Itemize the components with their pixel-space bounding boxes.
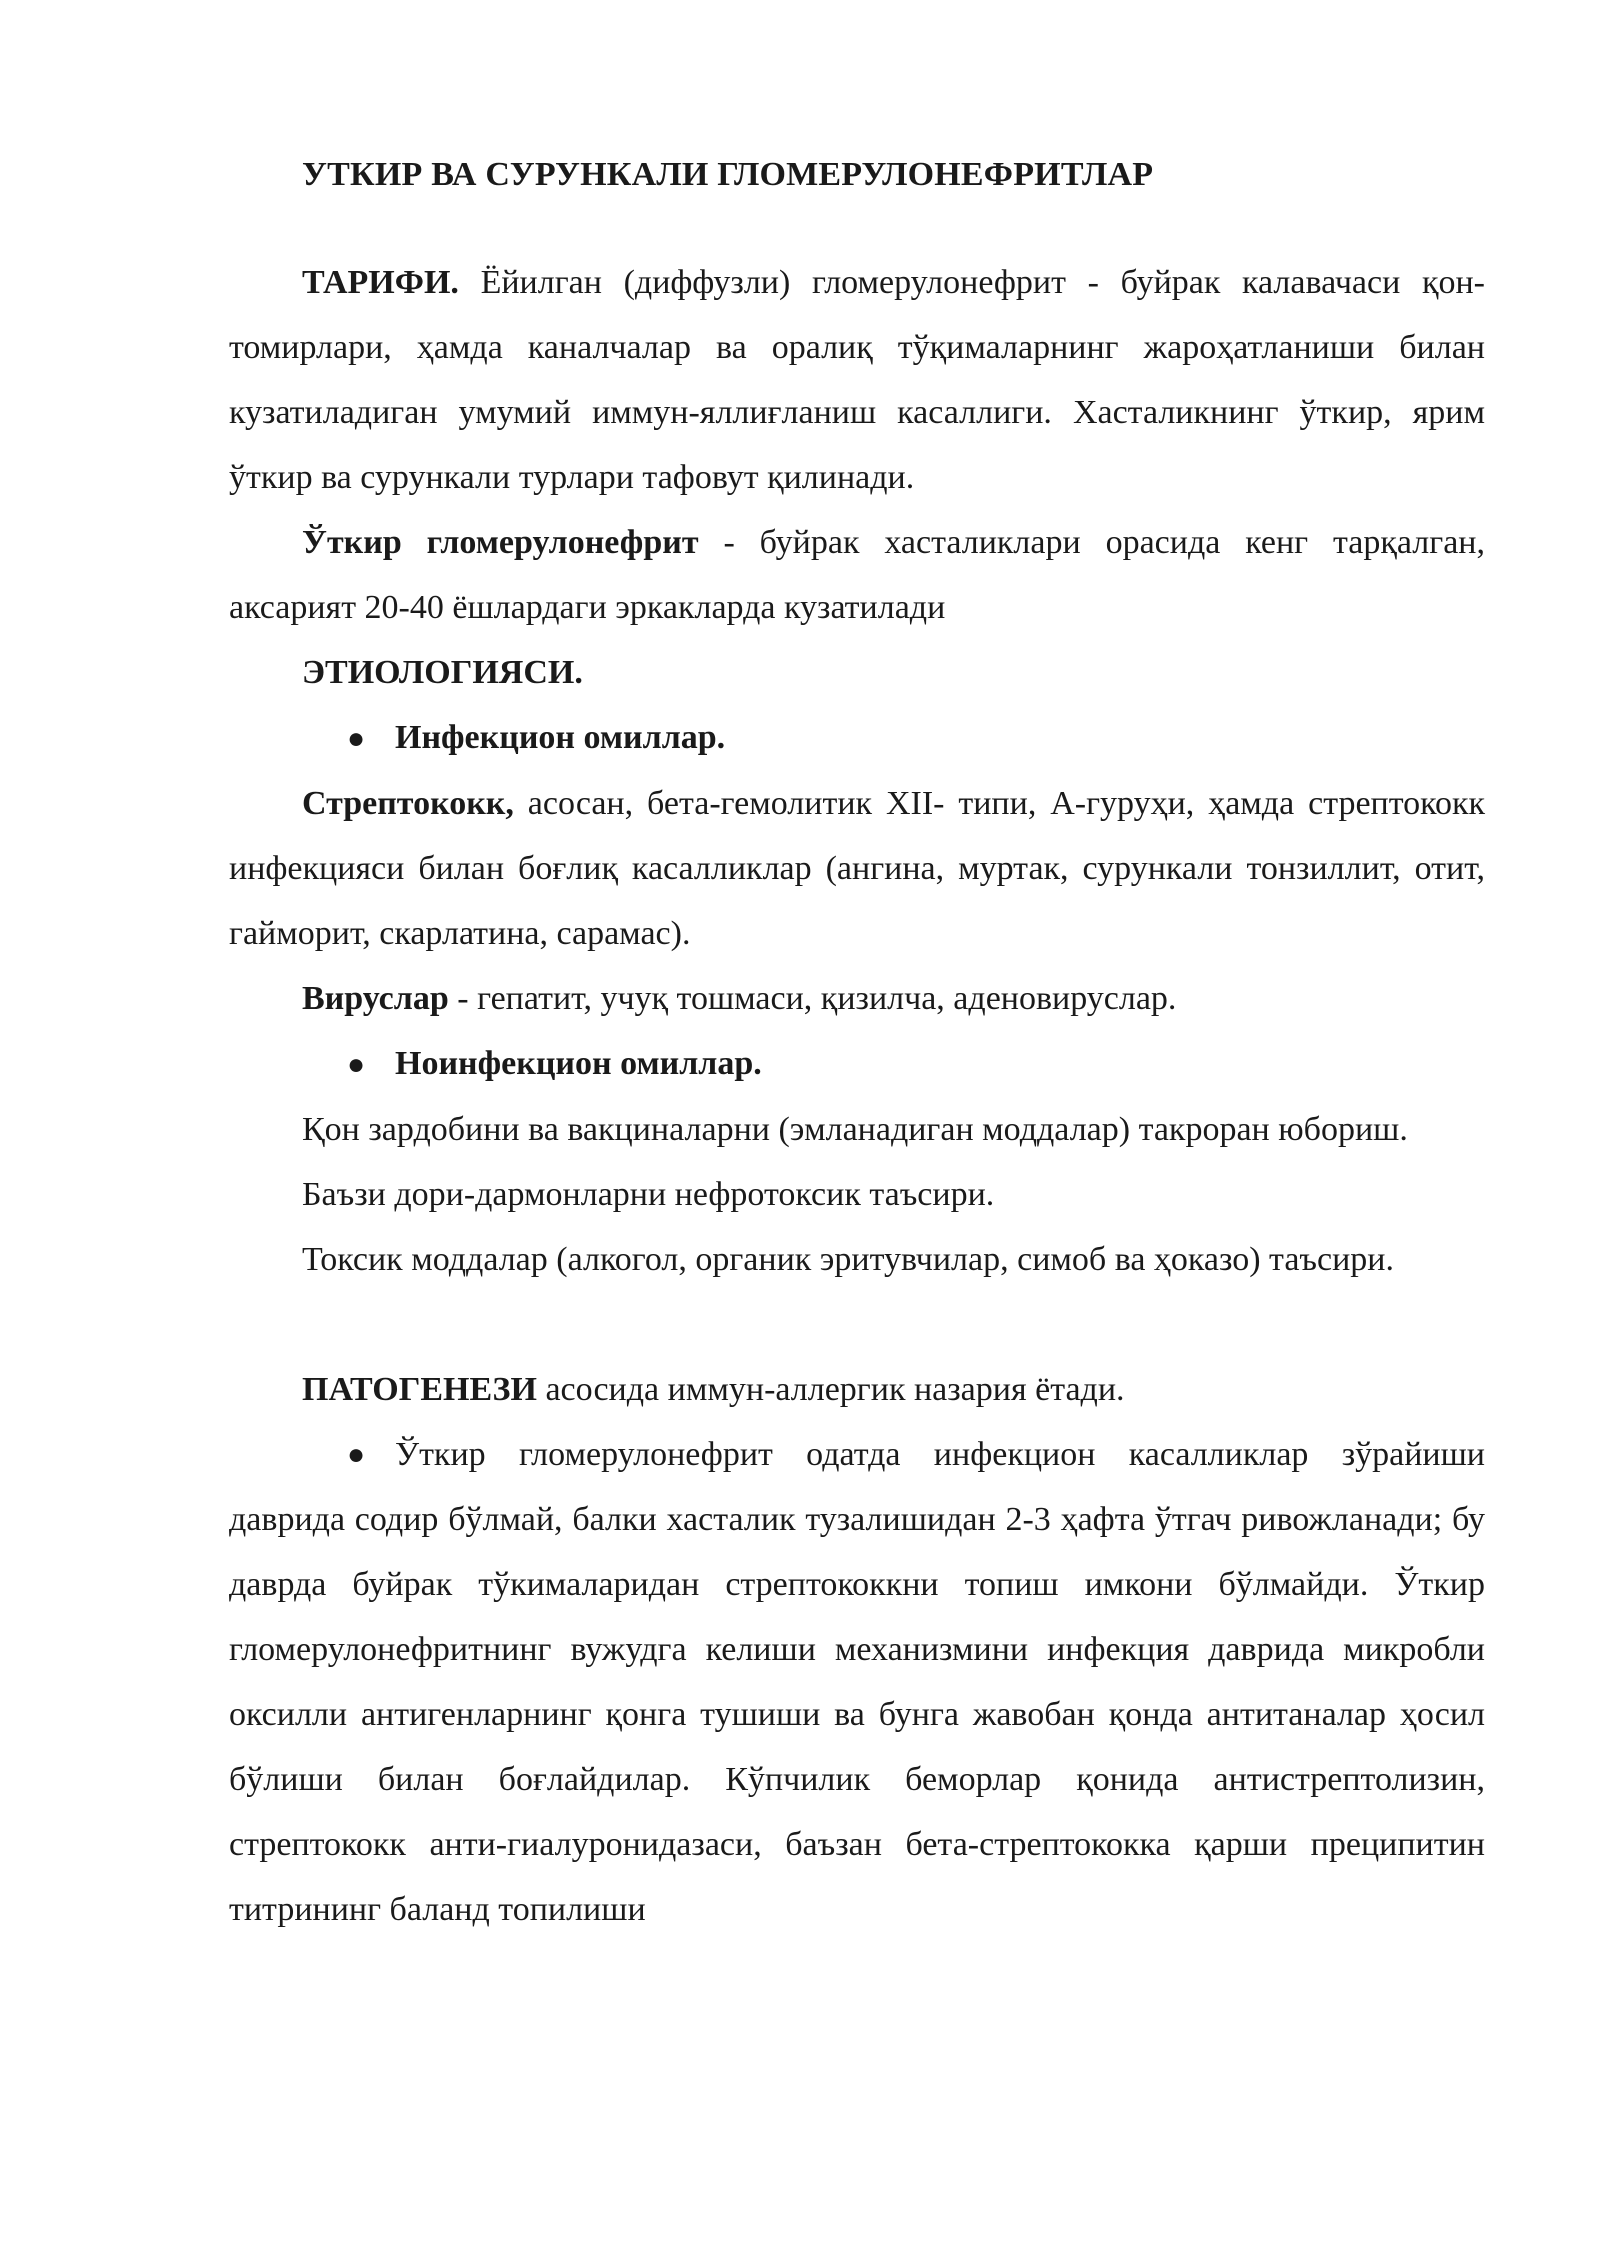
pathogenesis-label: ПАТОГЕНЕЗИ — [302, 1371, 537, 1408]
strep-paragraph — [229, 771, 1485, 966]
bullet-icon: ● — [347, 1048, 366, 1081]
infectious-bullet-text: Инфекцион омиллар. — [395, 719, 726, 756]
viruses-text: - гепатит, учуқ тошмаси, қизилча, аденовируслар. — [448, 980, 1177, 1017]
definition-paragraph — [229, 250, 1485, 510]
acute-label: Ўткир гломерулонефрит — [302, 524, 699, 561]
noninfectious-bullet-text: Ноинфекцион омиллар. — [395, 1045, 762, 1082]
noninfectious-bullet — [347, 1031, 1485, 1097]
pathogenesis-bullet — [229, 1422, 1485, 1942]
drugs-paragraph: Баъзи дори-дармонларни нефротоксик таъсири. — [302, 1176, 995, 1213]
acute-text: - буйрак хасталиклари орасида кенг тарқалган, аксарият 20-40 ёшлардаги эркакларда кузатилади — [229, 524, 1485, 626]
strep-text: асосан, бета-гемолитик XII- типи, А-гуруҳи, ҳамда стрептококк инфекцияси билан боғлиқ касалликлар (ангина, муртак, сурункали тонзиллит, отит, гайморит, скарлатина, сарамас). — [229, 785, 1485, 952]
spacer — [229, 1292, 1485, 1357]
viruses-paragraph — [229, 966, 1485, 1031]
acute-paragraph — [229, 510, 1485, 640]
definition-label: ТАРИФИ. — [302, 264, 459, 301]
toxins-paragraph: Токсик моддалар (алкогол, органик эритувчилар, симоб ва ҳоказо) таъсири. — [302, 1241, 1394, 1278]
bullet-icon: ● — [347, 1438, 366, 1471]
serum-paragraph: Қон зардобини ва вакциналарни (эмланадиган моддалар) такроран юбориш. — [302, 1111, 1408, 1148]
pathogenesis-paragraph — [229, 1357, 1485, 1422]
etiology-heading: ЭТИОЛОГИЯСИ. — [302, 654, 583, 691]
pathogenesis-text: асосида иммун-аллергик назария ётади. — [536, 1371, 1125, 1408]
pathogenesis-bullet-text: Ўткир гломерулонефрит одатда инфекцион касалликлар зўрайиши даврида содир бўлмай, балки хасталик тузалишидан 2-3 ҳафта ўтгач ривожланади; бу даврда буйрак тўкималаридан стрептококкни топиш имкони бўлмайди. Ўткир гломерулонефритнинг вужудга келиши механизмини инфекция даврида микробли оксилли антигенларнинг қонга тушиши ва бунга жавобан қонда антитаналар ҳосил бўлиши билан боғлайдилар. Кўпчилик беморлар қонида антистрептолизин, стрептококк анти-гиалуронидазаси, баъзан бета-стрептококка қарши преципитин титрининг баланд топилиши — [229, 1436, 1485, 1928]
infectious-bullet — [347, 705, 1485, 771]
bullet-icon: ● — [347, 722, 366, 755]
document-page — [229, 150, 1485, 1942]
definition-text: Ёйилган (диффузли) гломерулонефрит - буйрак калавачаси қон-томирлари, ҳамда каналчалар ва оралиқ тўқималарнинг жароҳатланиши билан кузатиладиган умумий иммун-яллиғланиш касаллиги. Хасталикнинг ўткир, ярим ўткир ва сурункали турлари тафовут қилинади. — [229, 264, 1485, 496]
document-title: УТКИР ВА СУРУНКАЛИ ГЛОМЕРУЛОНЕФРИТЛАР — [302, 156, 1154, 193]
viruses-label: Вируслар — [302, 980, 449, 1017]
strep-label: Стрептококк, — [302, 785, 514, 822]
